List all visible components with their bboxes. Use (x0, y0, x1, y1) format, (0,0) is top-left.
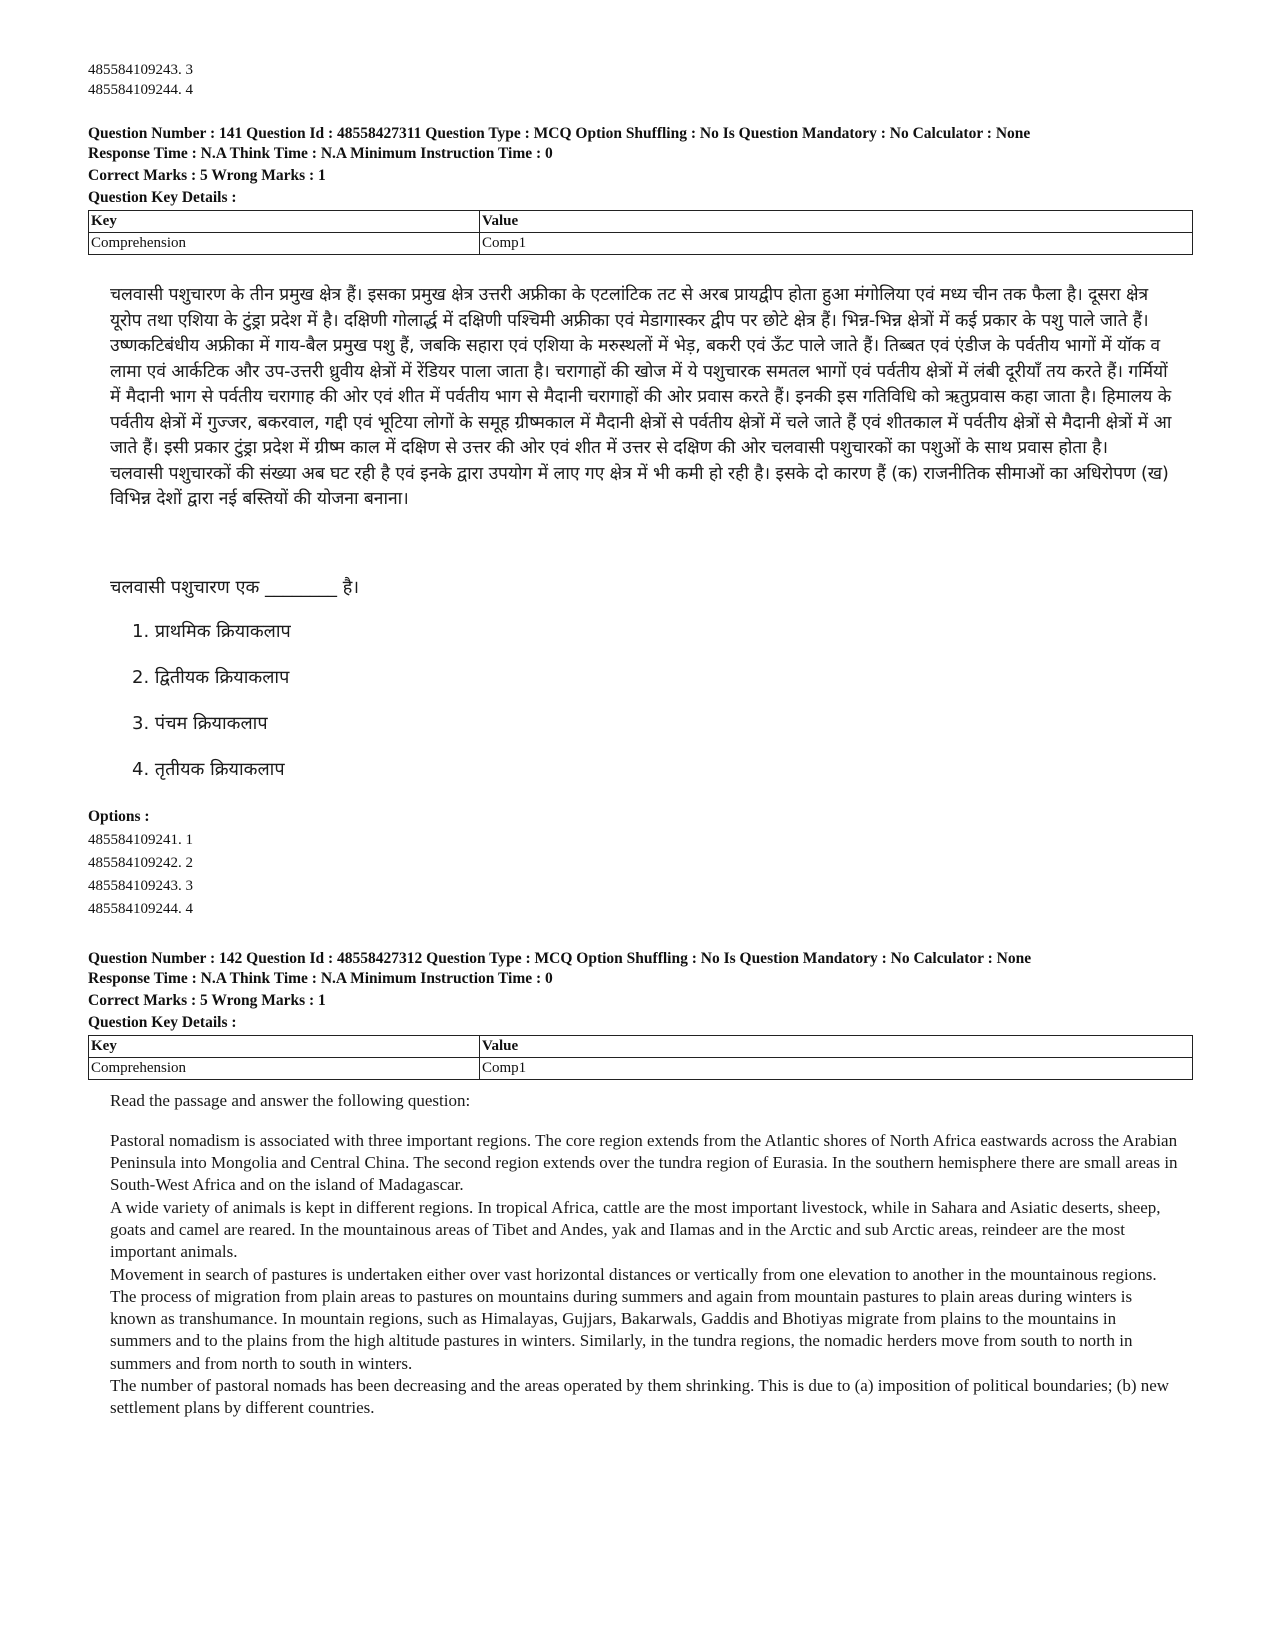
passage-paragraph: Pastoral nomadism is associated with three important regions. The core region extends from the Atlantic shores of North Africa eastwards across the Arabian Peninsula into Mongolia and Central China. The second region extends over the tundra region of Eurasia. In the southern hemisphere there are small areas in South-West Africa and on the island of Madagascar. (110, 1130, 1178, 1195)
table-header-value: Value (480, 1035, 1193, 1057)
table-cell-key: Comprehension (89, 1057, 480, 1079)
option-line: 485584109244. 4 (88, 82, 193, 98)
table-header-key: Key (89, 1035, 480, 1057)
question-text: चलवासी पशुचारण एक ________ है। (110, 576, 360, 598)
option-line: 485584109241. 1 (88, 831, 193, 848)
question-key-details-label: Question Key Details : (88, 189, 237, 206)
option-line: 485584109243. 3 (88, 62, 193, 78)
question-key-table (88, 1035, 1193, 1080)
question-marks: Correct Marks : 5 Wrong Marks : 1 (88, 991, 326, 1009)
question-141 (88, 124, 1188, 919)
choice-item: 3. पंचम क्रियाकलाप (132, 712, 268, 734)
option-line: 485584109242. 2 (88, 854, 193, 871)
table-header-row (89, 1035, 1193, 1057)
passage-paragraph: चलवासी पशुचारण के तीन प्रमुख क्षेत्र हैं। इसका प्रमुख क्षेत्र उत्तरी अफ्रीका के एटलांटिक तट से अरब प्रायद्वीप होता हुआ मंगोलिया एवं मध्य चीन तक फैला है। दूसरा क्षेत्र यूरोप तथा एशिया के टुंड्रा प्रदेश में है। दक्षिणी गोलार्द्ध में दक्षिणी पश्चिमी अफ्रीका एवं मेडागास्कर द्वीप पर छोटे क्षेत्र हैं। भिन्न-भिन्न क्षेत्रों में कई प्रकार के पशु पाले जाते हैं। उष्णकटिबंधीय अफ्रीका में गाय-बैल प्रमुख पशु हैं, जबकि सहारा एवं एशिया के मरुस्थलों में भेड़, बकरी एवं ऊँट पाले जाते हैं। तिब्बत एवं एंडीज के पर्वतीय भागों में यॉक व लामा एवं आर्कटिक और उप-उत्तरी ध्रुवीय क्षेत्रों में रेंडियर पाला जाता है। चरागाहों की खोज में ये पशुचारक समतल भागों एवं पर्वतीय क्षेत्रों में लंबी दूरीयाँ तय करते हैं। गर्मियों में मैदानी भाग से पर्वतीय चरागाह की ओर एवं शीत में पर्वतीय भाग से मैदानी चरागाहों की ओर प्रवास करते हैं। इनकी इस गतिविधि को ऋतुप्रवास कहा जाता है। हिमालय के पर्वतीय क्षेत्रों में गुज्जर, बकरवाल, गद्दी एवं भूटिया लोगों के समूह ग्रीष्मकाल में मैदानी क्षेत्रों से पर्वतीय क्षेत्रों में चले जाते हैं एवं शीतकाल में पर्वतीय क्षेत्रों से मैदानी क्षेत्रों में आ जाते हैं। इसी प्रकार टुंड्रा प्रदेश में ग्रीष्म काल में दक्षिण से उत्तर की ओर एवं शीत में उत्तर से दक्षिण की ओर चलवासी पशुचारकों का पशुओं के साथ प्रवास होता है। (110, 285, 1172, 458)
question-marks: Correct Marks : 5 Wrong Marks : 1 (88, 167, 326, 184)
passage-paragraph: Movement in search of pastures is undertaken either over vast horizontal distances or vertically from one elevation to another in the mountainous regions. The process of migration from plain areas to pastures on mountains during summers and again from mountain pastures to plain areas during winters is known as transhumance. In mountain regions, such as Himalayas, Gujjars, Bakarwals, Gaddis and Bhotiyas migrate from plains to the mountains in summers and to the plains from the high altitude pastures in winters. Similarly, in the tundra regions, the nomadic herders move from south to north in summers and from north to south in winters. (110, 1264, 1157, 1373)
english-passage (110, 1090, 1180, 1420)
choice-item: 2. द्वितीयक क्रियाकलाप (132, 666, 290, 688)
table-cell-value: Comp1 (480, 1057, 1193, 1079)
question-timing: Response Time : N.A Think Time : N.A Minimum Instruction Time : 0 (88, 969, 553, 987)
passage-paragraph: चलवासी पशुचारकों की संख्या अब घट रही है एवं इनके द्वारा उपयोग में लाए गए क्षेत्र में भी कमी हो रही है। इसके दो कारण हैं (क) राजनीतिक सीमाओं का अधिरोपण (ख) विभिन्न देशों द्वारा नई बस्तियों की योजना बनाना। (110, 463, 1169, 509)
question-header: Question Number : 142 Question Id : 48558427312 Question Type : MCQ Option Shuffling : No Is Question Mandatory : No Calculator : None (88, 949, 1032, 967)
table-cell-value: Comp1 (480, 233, 1193, 255)
question-header: Question Number : 141 Question Id : 48558427311 Question Type : MCQ Option Shuffling : No Is Question Mandatory : No Calculator : None (88, 125, 1031, 142)
table-row (89, 233, 1193, 255)
question-timing: Response Time : N.A Think Time : N.A Minimum Instruction Time : 0 (88, 145, 553, 162)
question-142 (88, 949, 1188, 1420)
passage-paragraph: The number of pastoral nomads has been decreasing and the areas operated by them shrinking. This is due to (a) imposition of political boundaries; (b) new settlement plans by different countries. (110, 1376, 1170, 1418)
choice-list (132, 617, 1188, 801)
document-page (88, 60, 1188, 1420)
option-line: 485584109243. 3 (88, 877, 193, 894)
table-header-row (89, 211, 1193, 233)
choice-item: 4. तृतीयक क्रियाकलाप (132, 758, 285, 780)
question-key-table (88, 210, 1193, 255)
table-header-value: Value (480, 211, 1193, 233)
choice-item: 1. प्राथमिक क्रियाकलाप (132, 620, 291, 642)
options-label: Options : (88, 807, 150, 825)
table-row (89, 1057, 1193, 1079)
table-header-key: Key (89, 211, 480, 233)
question-key-details-label: Question Key Details : (88, 1013, 237, 1031)
passage-instruction: Read the passage and answer the following question: (110, 1090, 471, 1110)
hindi-passage (110, 283, 1178, 513)
table-cell-key: Comprehension (89, 233, 480, 255)
option-line: 485584109244. 4 (88, 900, 193, 917)
passage-paragraph: A wide variety of animals is kept in different regions. In tropical Africa, cattle are the most important livestock, while in Sahara and Asiatic deserts, sheep, goats and camel are reared. In the mountainous areas of Tibet and Andes, yak and Ilamas and in the Arctic and sub Arctic areas, reindeer are the most important animals. (110, 1197, 1161, 1262)
